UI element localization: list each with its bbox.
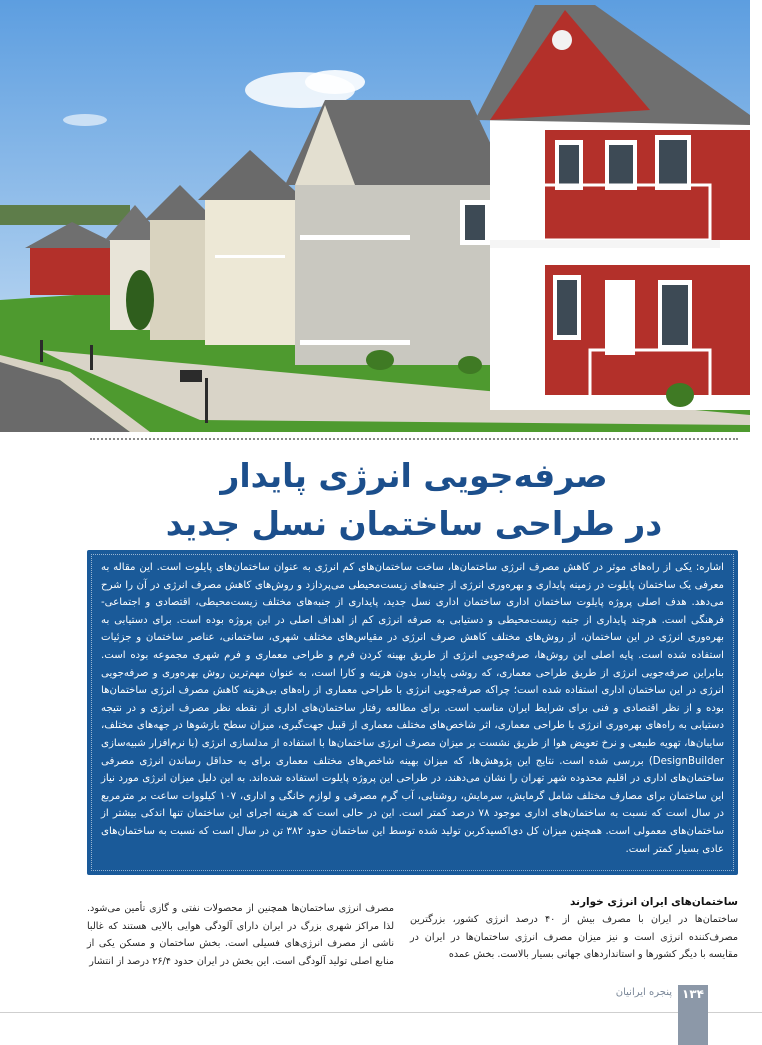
townhouses-photo (0, 0, 750, 432)
body-paragraph-left: مصرف انرژی ساختمان‌ها همچنین از محصولات نفتی و گازی تأمین می‌شود. لذا مراکز شهری بزرگ در ایران دارای آلودگی هوایی بالایی هستند که غالبا ناشی از مصرف انرژی‌های فسیلی است. بخش ساختمان و مسکن یکی از منابع اصلی تولید آلودگی است. این بخش در ایران حدود ۲۶/۴ درصد از انتشار (87, 903, 394, 967)
section-heading: ساختمان‌های ایران انرژی خوارند (569, 896, 738, 908)
title-line-2: در طراحی ساختمان نسل جدید (165, 504, 663, 543)
abstract-text: اشاره: یکی از راه‌های موثر در کاهش مصرف انرژی ساختمان‌ها، ساخت ساختمان‌های کم انرژی به عنوان ساختمان‌های پایلوت است. این مقاله به معرفی یک ساختمان پایلوت در زمینه پایداری و بهره‌وری انرژی از جنبه‌های زیست‌محیطی می‌پردازد و روش‌های کاهش مصرف انرژی در آن را شرح می‌دهد. هدف اصلی پروژه پایلوت ساختمان اداری ساختمان اداری نسل جدید، پایداری از جنبه‌های مختلف زیست‌محیطی، اقتصادی و اجتماعی-فرهنگی است. هرچند پایداری از جنبه زیست‌محیطی و دستیابی به صرفه انرژی کم از اهداف اصلی در این پروژه بوده است. برای دستیابی به بهره‌وری انرژی در این ساختمان، از روش‌های مختلف کاهش صرف انرژی در مقیاس‌های مختلف شهری، ساختمانی، عناصر ساختمان و جزئیات استفاده شده است. پایه اصلی این روش‌ها، صرفه‌جویی انرژی از طریق بهینه کردن فرم و طراحی معماری و فرم شهری مجموعه بوده است. بنابراین صرفه‌جویی انرژی از طریق طراحی معماری، که روشی پایدار، بدون هزینه و کارا است، به عنوان مهم‌ترین روش بهره‌وری و صرفه‌جویی انرژی در این ساختمان اداری استفاده شده است؛ چراکه صرفه‌جویی انرژی با طراحی معماری از راه‌های بی‌هزینه کاهش مصرف انرژی ساختمان‌ها بوده و از نظر اقتصادی و فنی برای شرایط ایران مناسب است. برای مطالعه رفتار ساختمان‌های اداری از نقطه نظر مصرف انرژی و در نتیجه دستیابی به راه‌های بهره‌وری انرژی با طراحی معماری، اثر شاخص‌های مختلف معماری از قبیل جهت‌گیری، میزان سطح بازشوها در جهه‌های مختلف، سایبان‌ها، تهویه طبیعی و نرخ تعویض هوا از طریق نشست بر میزان مصرف انرژی ساختمان‌ها با استفاده از مدلسازی انرژی (با نرم‌افزار شبیه‌سازی DesignBuilder) بررسی شده است. نتایج این پژوهش‌ها، که میزان بهینه شاخص‌های مختلف معماری برای به حداقل رساندن انرژی مصرفی ساختمان‌های اداری در اقلیم محدوده شهر تهران را نشان می‌دهند، در طراحی این پروژه پایلوت استفاده شده‌اند. به این دلیل میزان انرژی مورد نیاز این ساختمان برای مصارف مختلف شامل گرمایش، سرمایش، روشنایی، آب گرم مصرفی و لوازم خانگی و اداری، ۱۰۷ کیلووات ساعت بر مترمربع در سال است که نسبت به ساختمان‌های اداری موجود ۷۸ درصد کمتر است. این در حالی است که هزینه اجرای این ساختمان تنها اندکی بیشتر از ساختمان‌های معمولی است. همچنین میزان کل دی‌اکسیدکربن تولید شده توسط این ساختمان حدود ۳۸۲ تن در سال است که نسبت به ساختمان‌های عادی بسیار کمتر است. (101, 562, 725, 855)
townhouses-photo-icon (0, 0, 750, 432)
title-line-1: صرفه‌جویی انرژی پایدار (220, 456, 608, 495)
magazine-name: پنجره ایرانیان (615, 987, 672, 998)
title-divider (90, 438, 738, 440)
abstract-box (87, 550, 738, 875)
page-number: ۱۳۴ (682, 987, 704, 1001)
article-title (90, 452, 738, 548)
body-paragraph-right: ساختمان‌ها در ایران با مصرف بیش از ۴۰ درصد انرژی کشور، بزرگترین مصرف‌کننده انرژی است و نیز میزان مصرف انرژی ساختمان‌ها در ایران در مقایسه با دیگر کشورها و استانداردهای جهانی بسیار بالاست. بخش عمده (410, 914, 739, 960)
footer-divider (0, 1012, 762, 1013)
body-column-left (87, 900, 394, 970)
body-column-right (410, 893, 738, 964)
